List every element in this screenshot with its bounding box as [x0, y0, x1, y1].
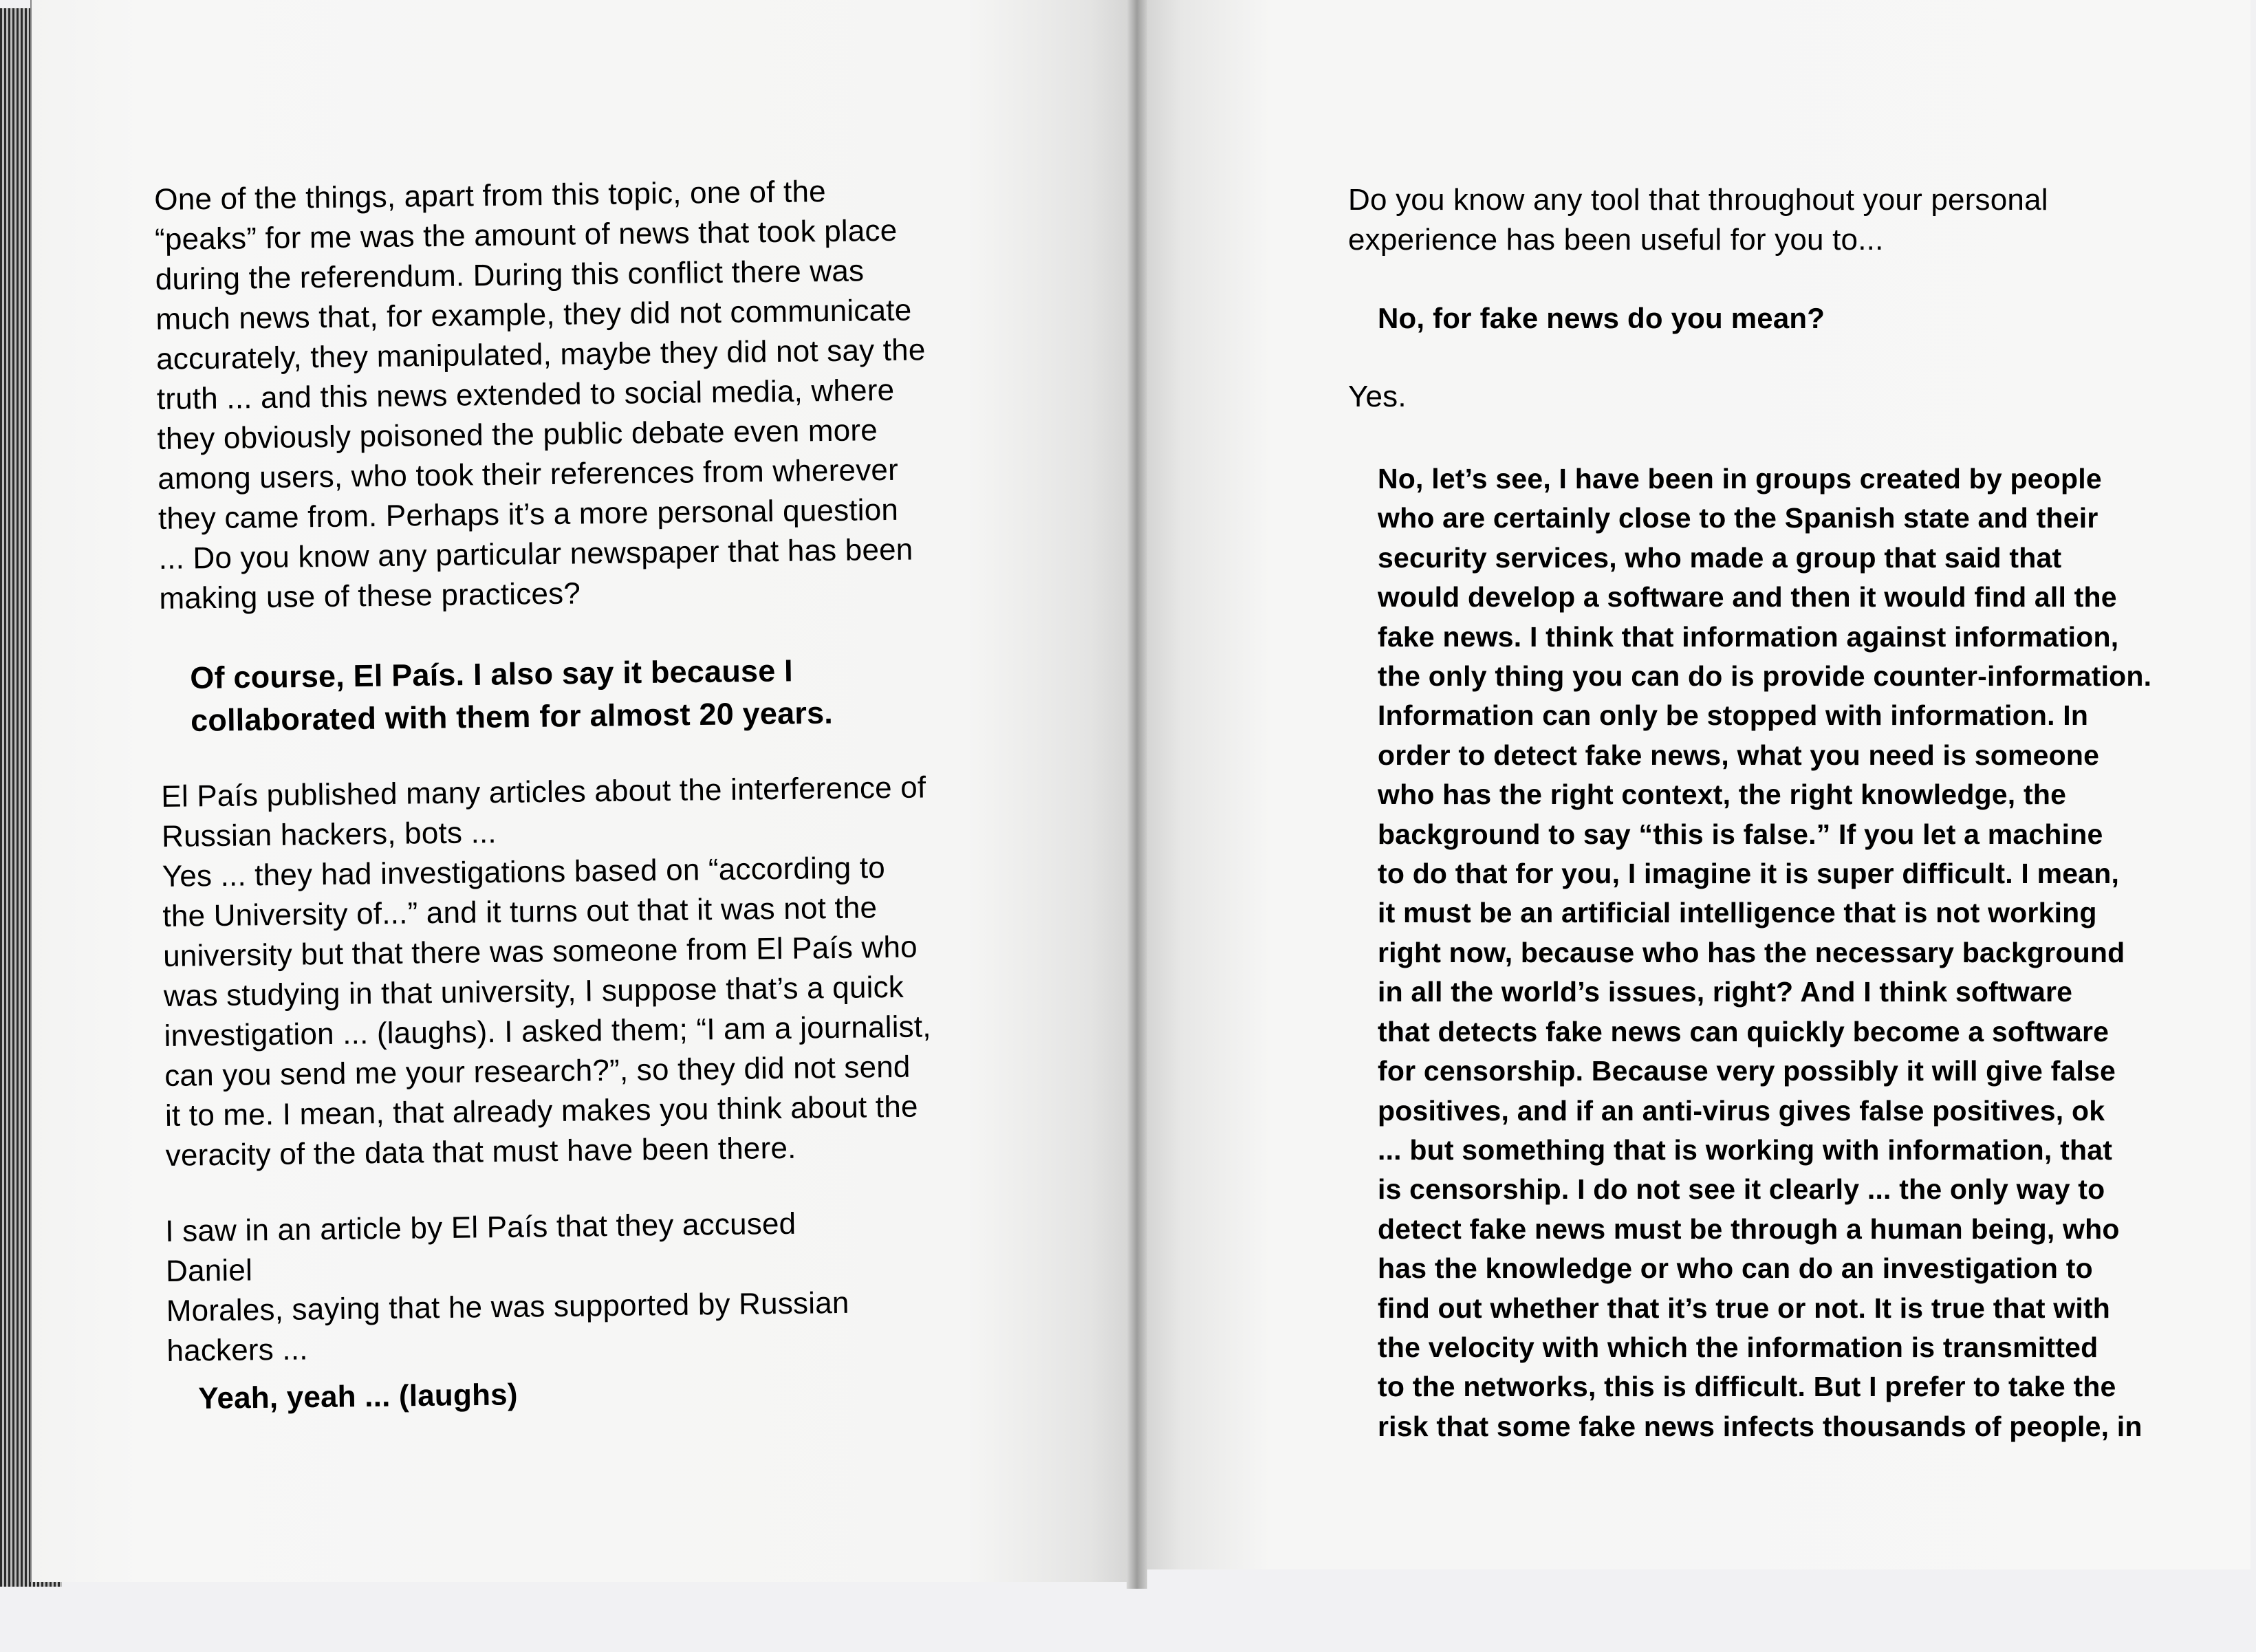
- text-line: for censorship. Because very possibly it will give false: [1378, 1055, 2116, 1087]
- text-line: order to detect fake news, what you need is someone: [1378, 739, 2100, 771]
- text-line: fake news. I think that information against information,: [1378, 620, 2119, 653]
- text-line: making use of these practices?: [159, 576, 581, 616]
- text-line: accurately, they manipulated, maybe they did not say the: [155, 333, 926, 376]
- text-line: I saw in an article by El País that they accused Daniel: [165, 1206, 796, 1288]
- text-line: ... but something that is working with information, that: [1378, 1133, 2113, 1166]
- text-line: university but that there was someone from El País who: [162, 930, 918, 973]
- text-line: is censorship. I do not see it clearly ... the only way to: [1378, 1173, 2105, 1206]
- book-gutter: [1127, 0, 1147, 1589]
- text-line: find out whether that it’s true or not. It is true that with: [1378, 1292, 2111, 1324]
- text-line: truth ... and this news extended to social media, where: [156, 373, 895, 416]
- right-question-1: [1348, 180, 2105, 260]
- text-line: they obviously poisoned the public debate even more: [157, 413, 878, 456]
- text-line: among users, who took their references from wherever: [158, 453, 899, 496]
- text-line: they came from. Perhaps it’s a more personal question: [158, 492, 899, 536]
- text-line: experience has been useful for you to...: [1348, 223, 1884, 257]
- text-line: hackers ...: [166, 1332, 308, 1368]
- text-line: No, let’s see, I have been in groups created by people: [1378, 463, 2102, 494]
- text-line: Information can only be stopped with information. In: [1378, 699, 2089, 732]
- left-question-3: [165, 1204, 855, 1371]
- right-question-2: [1348, 377, 1554, 417]
- text-line: No, for fake news do you mean?: [1378, 302, 1825, 334]
- text-line: in all the world’s issues, right? And I think software: [1378, 976, 2073, 1008]
- text-line: to the networks, this is difficult. But I prefer to take the: [1378, 1371, 2116, 1403]
- text-line: the University of...” and it turns out that it was not the: [162, 891, 878, 933]
- text-line: Morales, saying that he was supported by Russian: [166, 1285, 849, 1328]
- text-line: El País published many articles about the interference of: [161, 770, 926, 814]
- text-line: can you send me your research?”, so they did not send: [164, 1050, 911, 1093]
- left-answer-2: [198, 1373, 680, 1419]
- text-line: much news that, for example, they did not communicate: [155, 293, 912, 336]
- text-line: would develop a software and then it would find all the: [1378, 581, 2117, 613]
- text-line: who are certainly close to the Spanish state and their: [1378, 502, 2098, 534]
- text-line: it to me. I mean, that already makes you think about the: [164, 1089, 918, 1133]
- text-line: “peaks” for me was the amount of news that took place: [154, 213, 898, 257]
- text-line: security services, who made a group that said that: [1378, 541, 2062, 574]
- text-line: the only thing you can do is provide counter-information.: [1378, 660, 2152, 693]
- text-line: it must be an artificial intelligence that is not working: [1378, 897, 2097, 929]
- text-line: One of the things, apart from this topic, one of the: [154, 175, 827, 217]
- text-line: collaborated with them for almost 20 years.: [190, 695, 834, 738]
- text-line: the velocity with which the information is transmitted: [1378, 1331, 2098, 1363]
- text-line: who has the right context, the right knowledge, the: [1378, 779, 2067, 811]
- text-line: veracity of the data that must have been there.: [165, 1131, 796, 1173]
- text-line: has the knowledge or who can do an investigation to: [1378, 1252, 2093, 1285]
- text-line: detect fake news must be through a human being, who: [1378, 1213, 2120, 1245]
- left-answer-1: [190, 649, 892, 742]
- text-line: risk that some fake news infects thousands of people, in: [1378, 1410, 2143, 1442]
- text-line: ... Do you know any particular newspaper that has been: [158, 532, 913, 576]
- text-line: was studying in that university, I suppose that’s a quick: [163, 970, 904, 1013]
- text-line: Russian hackers, bots ...: [161, 816, 497, 854]
- left-question-2: [161, 768, 957, 1176]
- text-line: investigation ... (laughs). I asked them; “I am a journalist,: [164, 1010, 931, 1053]
- right-answer-2: [1378, 459, 2162, 1446]
- text-line: Yes ... they had investigations based on “according to: [162, 851, 886, 893]
- text-line: Do you know any tool that throughout your personal: [1348, 183, 2048, 217]
- left-question-1: [154, 171, 951, 619]
- text-line: Yeah, yeah ... (laughs): [198, 1378, 518, 1415]
- text-line: to do that for you, I imagine it is super difficult. I mean,: [1378, 858, 2120, 890]
- text-line: positives, and if an anti-virus gives false positives, ok: [1378, 1094, 2105, 1127]
- text-line: that detects fake news can quickly become a software: [1378, 1015, 2109, 1047]
- right-answer-1: [1378, 298, 2134, 338]
- text-line: Yes.: [1348, 380, 1407, 413]
- text-line: right now, because who has the necessary background: [1378, 936, 2125, 968]
- text-line: Of course, El País. I also say it because I: [190, 653, 794, 695]
- text-line: background to say “this is false.” If you let a machine: [1378, 818, 2103, 850]
- text-line: during the referendum. During this conflict there was: [155, 254, 865, 296]
